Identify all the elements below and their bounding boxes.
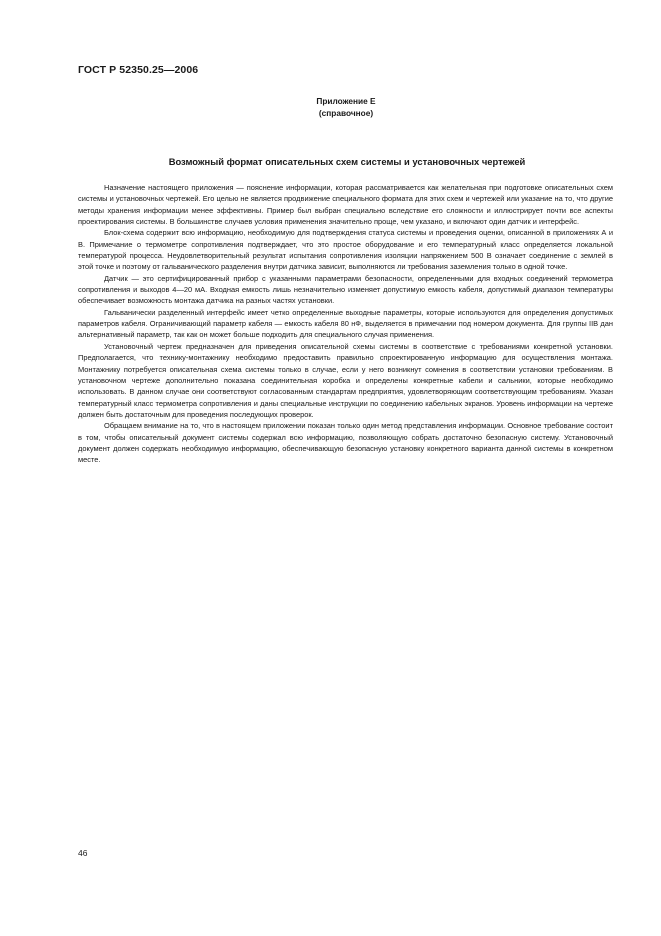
appendix-heading <box>296 96 396 119</box>
paragraph: Обращаем внимание на то, что в настоящем приложении показан только один метод представления информации. Основное требование состоит в том, чтобы описательный документ системы содержал всю информацию, позволяющую собрать достаточно безопасную систему. Установочный документ должен содержать необходимую информацию, обеспечивающую безопасную установку конкретного варианта данной системы в конкретном месте. <box>78 421 613 465</box>
appendix-label: Приложение Е <box>316 96 376 106</box>
appendix-type: (справочное) <box>318 107 374 118</box>
paragraph: Установочный чертеж предназначен для приведения описательной схемы системы в соответствие с требованиями конкретной установки. Предполагается, что технику-монтажнику необходимо предоставить правильно спроектированную информацию для осуществления монтажа. Монтажнику потребуется описательная схема системы только в случае, если у него возникнут сомнения в соответствии установки требованиям. В установочном чертеже дополнительно показана соединительная коробка и определены конкретные кабели и сальники, которые необходимо использовать. В данном случае они соответствуют согласованным стандартам предприятия, удовлетворяющим соответствующим требованиям. Указан температурный класс термометра сопротивления и даны специальные инструкции по соединению кабельных экранов. Уровень информации на чертеже должен быть достаточным для проведения последующих проверок. <box>78 341 613 419</box>
section-title: Возможный формат описательных схем системы и установочных чертежей <box>168 156 526 167</box>
standard-header: ГОСТ Р 52350.25—2006 <box>78 64 199 76</box>
body-text <box>78 182 613 466</box>
paragraph: Назначение настоящего приложения — пояснение информации, которая рассматривается как желательная при подготовке описательных схем системы и установочных чертежей. Его целью не является продвижение специального формата для этих схем и чертежей или указание на то, что другие методы хранения информации менее эффективны. Пример был выбран специально вследствие его сложности и иллюстрирует почти все аспекты проектирования системы. В большинстве случаев условия применения значительно проще, чем указано, и включают один датчик и интерфейс. <box>78 183 613 227</box>
page-number: 46 <box>78 848 88 858</box>
paragraph: Блок-схема содержит всю информацию, необходимую для подтверждения статуса системы и проведения оценки, описанной в приложениях А и В. Примечание о термометре сопротивления подтверждает, что это простое оборудование и его температурный класс определяется локальной температурой процесса. Неудовлетворительный результат испытания сопротивления изоляции напряжением 500 В означает соединение с землей в этой точке и поэтому от гальванического разделения внутри датчика зависит, выполняются ли требования заземления только в одной точке. <box>78 228 613 272</box>
paragraph: Датчик — это сертифицированный прибор с указанными параметрами безопасности, определенными для входных соединений термометра сопротивления и выходов 4—20 мА. Входная емкость лишь незначительно изменяет допустимую емкость кабеля, допустимый диапазон температуры обеспечивает возможность монтажа датчика на разных частях установки. <box>78 273 613 306</box>
paragraph: Гальванически разделенный интерфейс имеет четко определенные выходные параметры, которые используются для определения допустимых параметров кабеля. Ограничивающий параметр кабеля — емкость кабеля 80 нФ, выделяется в примечании под номером документа. Для группы IIB дан альтернативный параметр, так как он может больше подходить для специального случая применения. <box>78 307 613 340</box>
